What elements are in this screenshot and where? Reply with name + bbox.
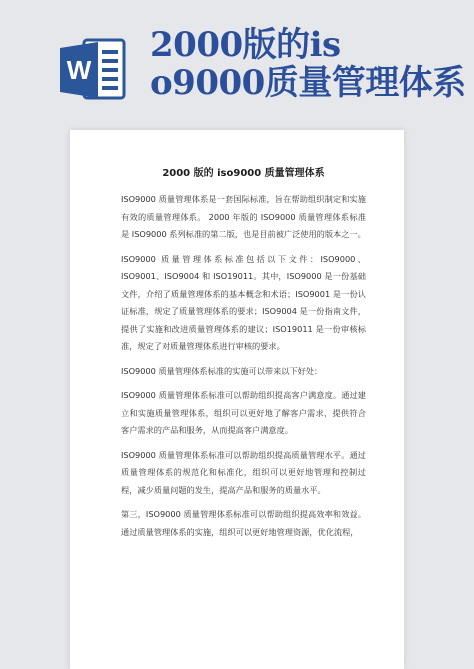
- paragraph: ISO9000 质量管理体系标准可以帮助组织提高质量管理水平。通过质量管理体系的规范化和标准化，组织可以更好地管理和控制过程，减少质量问题的发生，提高产品和服务的质量水平。: [121, 449, 366, 495]
- word-letter: W: [66, 55, 92, 85]
- paragraph: ISO9000 质量管理体系标准包括以下文件：ISO9000、ISO9001、ISO9004 和 ISO19011。其中，ISO9000 是一份基础文件，介绍了质量管理体系的基本概念和术语；ISO9001 是一份认证标准，规定了质量管理体系的要求；ISO9004 是一份指南文件，提供了实施和改进质量管理体系的建议；ISO19011 是一份审核标准，规定了对质量管理体系进行审核的要求。: [121, 253, 366, 351]
- paragraph: ISO9000 质量管理体系标准的实施可以带来以下好处：: [121, 365, 323, 376]
- document-body: [121, 164, 366, 548]
- paragraph: ISO9000 质量管理体系标准可以帮助组织提高客户满意度。通过建立和实施质量管理体系，组织可以更好地了解客户需求，提供符合客户需求的产品和服务，从而提高客户满意度。: [121, 390, 366, 435]
- title-line-2: o9000质量管理体系: [150, 63, 466, 103]
- document-page: [70, 130, 404, 669]
- paragraph: 第三，ISO9000 质量管理体系标准可以帮助组织提高效率和效益。通过质量管理体系的实施，组织可以更好地管理资源，优化流程，: [121, 509, 366, 537]
- page-title: 2000 版的 iso9000 质量管理体系: [162, 168, 325, 179]
- word-doc-icon: [58, 36, 128, 102]
- paragraph: ISO9000 质量管理体系是一套国际标准，旨在帮助组织制定和实施有效的质量管理体系。 2000 年版的 ISO9000 质量管理体系标准是 ISO9000 系列标准的第二版，也是目前被广泛使用的版本之一。: [121, 194, 366, 239]
- document-title-banner: [150, 26, 466, 102]
- header: [0, 0, 474, 120]
- title-line-1: 2000版的is: [150, 25, 341, 65]
